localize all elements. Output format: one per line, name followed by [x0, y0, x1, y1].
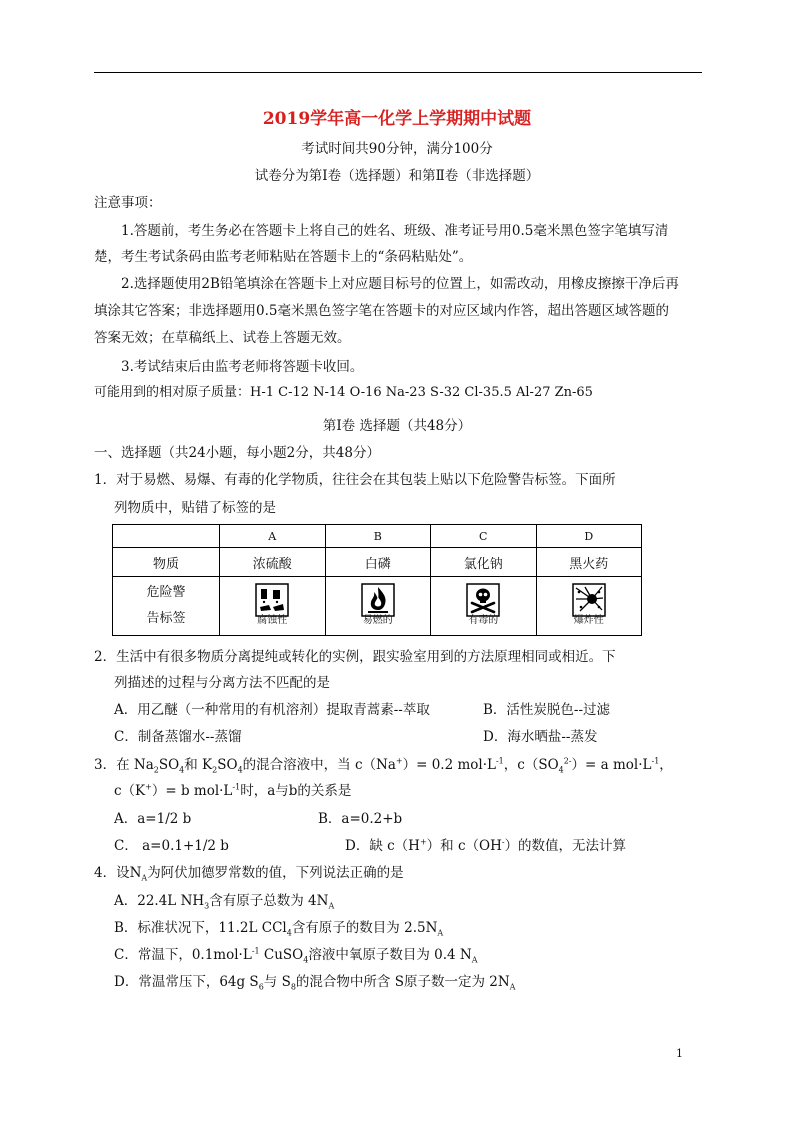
question-3-option-c: C． a=0.1+1/2 b: [114, 838, 229, 854]
exam-time: 考试时间共90分钟，满分100分: [301, 141, 493, 157]
hazard-label-cell: [536, 577, 642, 636]
atomic-masses: 可能用到的相对原子质量：H-1 C-12 N-14 O-16 Na-23 S-32 Cl-35.5 Al-27 Zn-65: [94, 385, 593, 400]
column-header: B: [325, 525, 431, 548]
section-heading: 一、选择题（共24小题，每小题2分，共48分）: [94, 445, 380, 461]
notes-heading: 注意事项：: [94, 195, 162, 211]
substance-cell: 黑火药: [536, 548, 642, 577]
part1-heading: 第Ⅰ卷 选择题（共48分）: [322, 418, 472, 434]
corrosive-sign-icon: [252, 583, 292, 629]
question-2-stem-cont: 列描述的过程与分离方法不匹配的是: [114, 675, 330, 691]
question-3-option-d: D．缺 c（H+）和 c（OH-）的数值，无法计算: [345, 837, 627, 854]
note-line: 填涂其它答案；非选择题用0.5毫米黑色签字笔在答题卡的对应区域内作答，超出答题区域答题的: [94, 303, 669, 319]
hazard-caption: 易燃的: [362, 615, 393, 626]
question-2-stem: 2．生活中有很多物质分离提纯或转化的实例，跟实验室用到的方法原理相同或相近。下: [94, 649, 616, 665]
hazard-caption: 腐蚀性: [257, 615, 288, 626]
q4-stem-part: 4．设N: [94, 865, 142, 881]
question-4-option-c: C．常温下，$0.1mol\cdot L^{-1}$ CuSO$_4$溶液中氧原子数目为 0.4 $N_A$: [114, 946, 478, 965]
question-3-option-a: A．a=1/2 b: [114, 811, 192, 827]
note-line: 答案无效；在草稿纸上、试卷上答题无效。: [94, 330, 351, 346]
hazard-table: [112, 524, 642, 636]
question-1-stem: 1．对于易燃、易爆、有毒的化学物质，往往会在其包装上贴以下危险警告标签。下面所: [94, 472, 616, 488]
question-2-option-b: B．活性炭脱色--过滤: [483, 702, 611, 718]
note-line: 3.考试结束后由监考老师将答题卡收回。: [121, 359, 364, 375]
hazard-label-cell: [220, 577, 326, 636]
question-4-option-b: B．标准状况下，11.2L CCl$_4$含有原子的数目为 $2.5N_A$: [114, 920, 444, 938]
question-4-option-a: A．22.4L $NH_3$含有原子总数为 $4N_A$: [114, 893, 335, 911]
toxic-sign-icon: [463, 583, 503, 629]
substance-cell: 白磷: [325, 548, 431, 577]
row-label: 物质: [113, 548, 220, 577]
table-corner: [113, 525, 220, 548]
question-1-stem-cont: 列物质中，贴错了标签的是: [114, 500, 276, 516]
page-number: 1: [676, 1047, 683, 1060]
question-2-option-a: A．用乙醚（一种常用的有机溶剂）提取青蒿素--萃取: [114, 702, 430, 718]
question-3-stem-cont: c（K+）= b $mol\cdot L^{-1}$时，a与b的关系是: [114, 782, 352, 799]
question-4-option-d: D．常温常压下，64g $S_6$与 $S_8$的混合物中所含 S原子数一定为 $2N_A$: [114, 974, 516, 992]
hazard-caption: 爆炸性: [573, 615, 604, 626]
row-label: [113, 577, 220, 636]
note-line: 2.选择题使用2B铅笔填涂在答题卡上对应题目标号的位置上，如需改动，用橡皮擦擦干净后再: [121, 276, 679, 292]
header-rule: [94, 72, 702, 73]
column-header: A: [220, 525, 326, 548]
exam-title: 2019学年高一化学上学期期中试题: [262, 109, 532, 129]
substance-cell: 氯化钠: [431, 548, 537, 577]
note-line: 楚，考生考试条码由监考老师粘贴在答题卡上的“条码粘贴处”。: [94, 249, 473, 265]
q4-stem-part: 为阿伏加德罗常数的值，下列说法正确的是: [147, 865, 404, 881]
explosive-sign-icon: [569, 583, 609, 629]
question-2-option-d: D．海水晒盐--蒸发: [483, 729, 598, 745]
question-3-option-b: B．a=0.2+b: [318, 811, 403, 827]
hazard-label-cell: [325, 577, 431, 636]
note-line: 1.答题前，考生务必在答题卡上将自己的姓名、班级、准考证号用0.5毫米黑色签字笔填写清: [121, 223, 669, 239]
paper-parts: 试卷分为第Ⅰ卷（选择题）和第Ⅱ卷（非选择题）: [254, 168, 540, 184]
hazard-label-cell: [431, 577, 537, 636]
substance-cell: 浓硫酸: [220, 548, 326, 577]
column-header: C: [431, 525, 537, 548]
question-2-option-c: C．制备蒸馏水--蒸馏: [114, 729, 242, 745]
hazard-caption: 有毒的: [468, 615, 499, 626]
question-4-stem: [94, 861, 404, 883]
q4-stem-sub: A: [141, 873, 148, 883]
question-3-stem: 3．在 $Na_2SO_4$和 $K_2SO_4$的混合溶液中，当 c（Na+）= 0.2 $mol\cdot L^{-1}$，$c(SO_4^{2-})= a$ $mol\cdot L^{-1}$，: [94, 756, 673, 775]
row-label-line: 危险警: [146, 585, 186, 600]
flammable-sign-icon: [358, 583, 398, 629]
row-label-line: 告标签: [146, 611, 186, 626]
column-header: D: [536, 525, 642, 548]
